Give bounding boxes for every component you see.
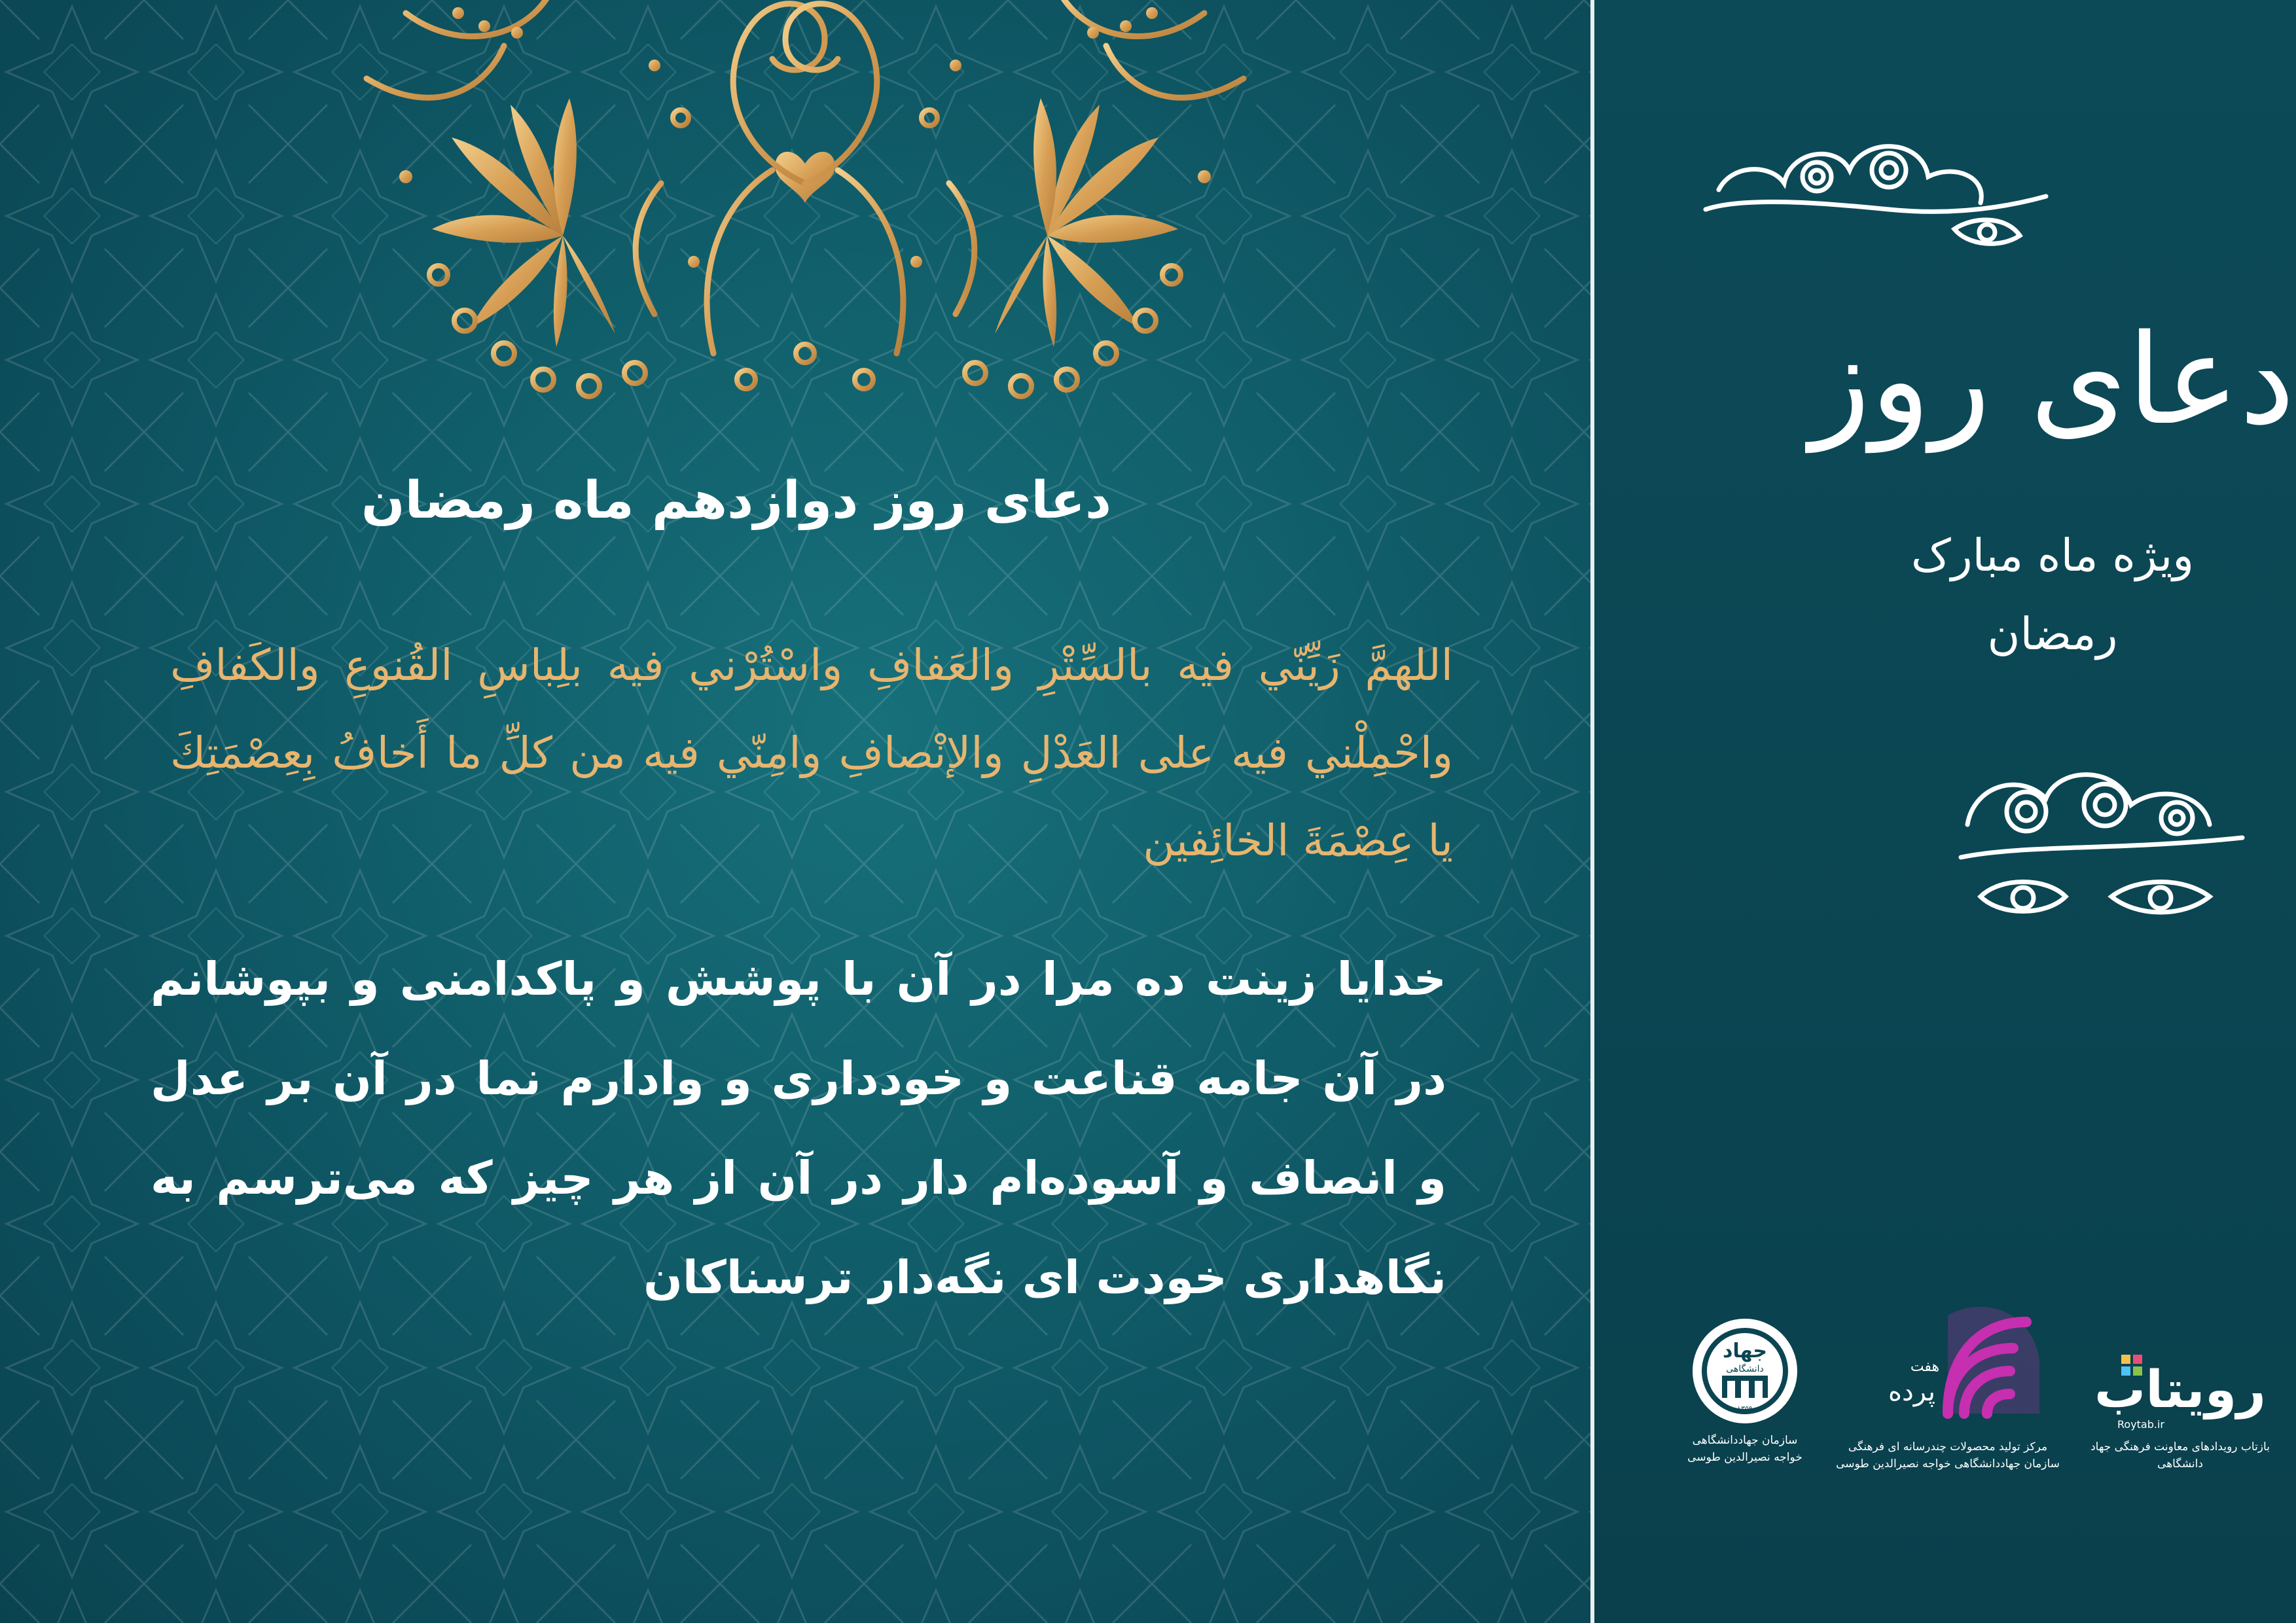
roytab-logo: [2079, 1342, 2282, 1472]
cloud-ornament-top-icon: [1693, 98, 2059, 255]
roytab-emblem-icon: [2082, 1342, 2278, 1433]
sidebar-title: دعای روز: [1810, 308, 2295, 452]
cloud-ornament-bottom-icon: [1948, 746, 2255, 936]
jahad-caption-line1: سازمان جهاددانشگاهی: [1692, 1434, 1798, 1447]
title-sidebar: [1594, 0, 2296, 1623]
jahad-daneshgahi-logo: [1647, 1315, 1843, 1466]
sidebar-subtitle: [1758, 517, 2296, 674]
jahad-emblem-text: جهاد: [1722, 1340, 1768, 1363]
parde-haft-logo: [1830, 1302, 2066, 1472]
parde-caption-line1: مرکز تولید محصولات چندرسانه ای فرهنگی: [1848, 1440, 2048, 1454]
prayer-heading: دعای روز دوازدهم ماه رمضان: [361, 471, 1111, 530]
persian-translation-text: خدایا زینت ده مرا در آن با پوشش و پاکدامنی و بپوشانم در آن جامه قناعت و خودداری و وادارم نما در آن بر عدل و انصاف و آسوده‌ام دار در آن از هر چیز که می‌ترسم به نگاهداری خودت ای نگه‌دار ترسناکان: [151, 952, 1446, 1304]
parde-haft-wordmark: پرده: [1888, 1377, 1935, 1407]
roytab-url: Roytab.ir: [2117, 1418, 2164, 1431]
sidebar-subtitle-line1: ویژه ماه مبارک: [1910, 530, 2195, 582]
sidebar-subtitle-line2: رمضان: [1987, 609, 2118, 660]
parde-caption-line2: سازمان جهاددانشگاهی خواجه نصیرالدین طوسی: [1836, 1457, 2060, 1471]
jahad-emblem-subtext: دانشگاهی: [1726, 1364, 1764, 1374]
gold-mandala-ornament: [288, 0, 1322, 406]
roytab-wordmark: رویتاب: [2094, 1361, 2267, 1419]
jahad-emblem-icon: [1689, 1315, 1801, 1427]
parde-haft-emblem-icon: [1850, 1302, 2046, 1433]
jahad-caption-line2: خواجه نصیرالدین طوسی: [1687, 1451, 1803, 1464]
jahad-emblem-year: ۱۳۵۹: [1737, 1404, 1753, 1413]
roytab-caption: بازتاب رویدادهای معاونت فرهنگی جهاد دانشگاهی: [2090, 1440, 2270, 1471]
arabic-prayer-text: اللهمَّ زَيِّنّي فيه بالسِّتْرِ والعَفافِ واسْتُرْني فيه بلِباسِ القُنوعِ والكَفافِ واحْمِلْني فيه على العَدْلِ والإنْصافِ وامِنّي فيه من كلِّ ما أَخافُ بِعِصْمَتِكَ يا عِصْمَةَ الخائِفين: [170, 640, 1453, 866]
parde-haft-small-text: هفت: [1910, 1359, 1940, 1375]
